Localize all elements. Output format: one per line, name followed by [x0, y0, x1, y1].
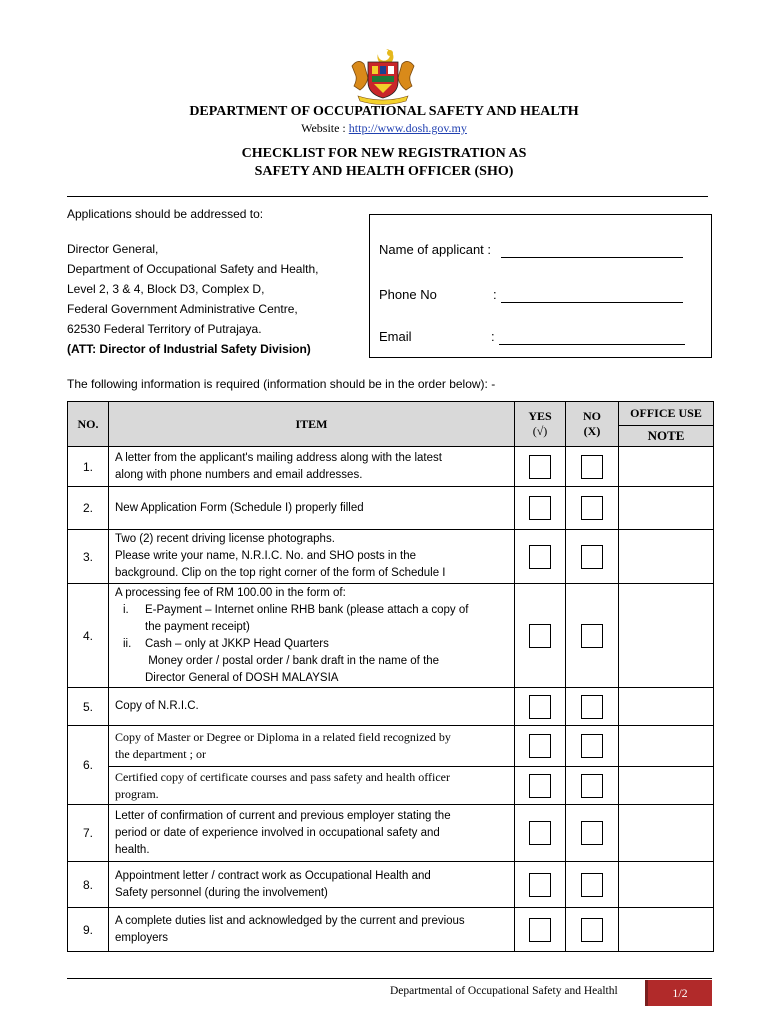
- yes-cell: [515, 726, 566, 767]
- row-number: 1.: [68, 447, 109, 487]
- yes-checkbox[interactable]: [529, 695, 551, 719]
- yes-cell: [515, 908, 566, 952]
- header-no-label: NO: [583, 409, 601, 423]
- item-line: Appointment letter / contract work as Occupational Health and: [115, 869, 431, 882]
- yes-checkbox[interactable]: [529, 455, 551, 479]
- item-line: New Application Form (Schedule I) properly filled: [115, 501, 364, 514]
- website-label: Website :: [301, 121, 349, 135]
- applicant-name-label: Name of applicant :: [379, 242, 492, 257]
- row-number: 2.: [68, 487, 109, 530]
- no-cell: [566, 447, 619, 487]
- yes-cell: [515, 688, 566, 726]
- row-item: [109, 447, 515, 487]
- note-cell[interactable]: [619, 688, 714, 726]
- table-row: [68, 726, 714, 767]
- table-row: [68, 688, 714, 726]
- item-line: program.: [115, 786, 159, 801]
- row-number: 9.: [68, 908, 109, 952]
- no-checkbox[interactable]: [581, 873, 603, 897]
- no-checkbox[interactable]: [581, 918, 603, 942]
- yes-cell: [515, 530, 566, 584]
- no-cell: [566, 584, 619, 688]
- row-item: [109, 805, 515, 862]
- item-line: health.: [115, 843, 150, 856]
- table-row: [68, 908, 714, 952]
- phone-colon: :: [493, 287, 497, 302]
- address-line: Director General,: [67, 242, 159, 256]
- no-cell: [566, 908, 619, 952]
- note-cell[interactable]: [619, 862, 714, 908]
- email-field[interactable]: [499, 344, 685, 345]
- item-line: A complete duties list and acknowledged by the current and previous: [115, 914, 465, 927]
- website-line: [0, 121, 768, 136]
- no-cell: [566, 767, 619, 805]
- header-no-mark: (X): [583, 424, 601, 438]
- no-checkbox[interactable]: [581, 455, 603, 479]
- item-line: along with phone numbers and email addresses.: [115, 468, 363, 481]
- item-line: Copy of N.R.I.C.: [115, 700, 199, 712]
- yes-cell: [515, 805, 566, 862]
- phone-row: [379, 287, 699, 302]
- item-line: Please write your name, N.R.I.C. No. and SHO posts in the: [115, 550, 417, 562]
- note-cell[interactable]: [619, 726, 714, 767]
- item-line: Letter of confirmation of current and previous employer stating the: [115, 809, 451, 822]
- no-checkbox[interactable]: [581, 545, 603, 569]
- table-row: [68, 447, 714, 487]
- row-item: [109, 908, 515, 952]
- applicant-name-field[interactable]: [501, 257, 683, 258]
- table-row: [68, 805, 714, 862]
- applicant-details-box: [369, 214, 712, 358]
- yes-cell: [515, 584, 566, 688]
- email-label: Email: [379, 329, 412, 344]
- row-number: 3.: [68, 530, 109, 584]
- no-cell: [566, 487, 619, 530]
- coat-of-arms-logo: [348, 46, 418, 106]
- phone-label: Phone No: [379, 287, 437, 302]
- header-note: NOTE: [619, 426, 714, 447]
- yes-cell: [515, 487, 566, 530]
- no-cell: [566, 805, 619, 862]
- yes-checkbox[interactable]: [529, 734, 551, 758]
- row-item: [109, 487, 515, 530]
- email-colon: :: [491, 329, 495, 344]
- table-row: [68, 487, 714, 530]
- no-checkbox[interactable]: [581, 734, 603, 758]
- yes-checkbox[interactable]: [529, 496, 551, 520]
- address-heading: Applications should be addressed to:: [67, 207, 264, 221]
- note-cell[interactable]: [619, 530, 714, 584]
- yes-checkbox[interactable]: [529, 918, 551, 942]
- yes-checkbox[interactable]: [529, 774, 551, 798]
- row-item: [109, 584, 515, 688]
- page-number-badge: 1/2: [648, 980, 712, 1006]
- row-item: [109, 862, 515, 908]
- item-line: Director General of DOSH MALAYSIA: [145, 671, 339, 684]
- row-item: [109, 767, 515, 805]
- no-checkbox[interactable]: [581, 821, 603, 845]
- header-divider: [67, 196, 708, 197]
- row-item: [109, 530, 515, 584]
- note-cell[interactable]: [619, 584, 714, 688]
- row-number: 4.: [68, 584, 109, 688]
- table-row: [68, 530, 714, 584]
- header-yes: [515, 402, 566, 447]
- phone-field[interactable]: [501, 302, 683, 303]
- row-item: [109, 726, 515, 767]
- item-line: the department ; or: [115, 747, 206, 761]
- header-yes-mark: (√): [532, 424, 548, 438]
- header-no: NO.: [68, 402, 109, 447]
- header-yes-label: YES: [528, 409, 552, 423]
- no-cell: [566, 726, 619, 767]
- note-cell[interactable]: [619, 447, 714, 487]
- header-item: ITEM: [109, 402, 515, 447]
- table-row: [68, 584, 714, 688]
- no-checkbox[interactable]: [581, 496, 603, 520]
- option-marker: ii.: [123, 637, 132, 650]
- yes-cell: [515, 447, 566, 487]
- no-cell: [566, 688, 619, 726]
- item-line: Money order / postal order / bank draft in the name of the: [145, 654, 440, 667]
- yes-cell: [515, 862, 566, 908]
- yes-checkbox[interactable]: [529, 545, 551, 569]
- department-name: DEPARTMENT OF OCCUPATIONAL SAFETY AND HEALTH: [189, 104, 579, 119]
- address-line: Federal Government Administrative Centre,: [67, 302, 298, 316]
- note-cell[interactable]: [619, 767, 714, 805]
- address-line: 62530 Federal Territory of Putrajaya.: [67, 322, 262, 336]
- website-link[interactable]: http://www.dosh.gov.my: [348, 121, 467, 135]
- option-marker: i.: [123, 603, 129, 616]
- payment-option: [115, 602, 510, 619]
- footer-divider: [67, 978, 712, 979]
- table-header-row: [68, 402, 714, 426]
- applicant-name-row: [379, 242, 699, 257]
- item-line: Safety personnel (during the involvement): [115, 886, 328, 899]
- document-title-line2: SAFETY AND HEALTH OFFICER (SHO): [254, 164, 514, 179]
- yes-cell: [515, 767, 566, 805]
- address-attention-line: (ATT: Director of Industrial Safety Division): [67, 342, 311, 356]
- row-number: 7.: [68, 805, 109, 862]
- address-line: Level 2, 3 & 4, Block D3, Complex D,: [67, 282, 265, 296]
- row-number: 8.: [68, 862, 109, 908]
- item-line: E-Payment – Internet online RHB bank (please attach a copy of: [145, 603, 469, 616]
- header-office-use: OFFICE USE: [619, 402, 714, 426]
- item-line: A letter from the applicant's mailing address along with the latest: [115, 451, 442, 464]
- item-line: Copy of Master or Degree or Diploma in a related field recognized by: [115, 730, 451, 744]
- no-checkbox[interactable]: [581, 624, 603, 648]
- item-line: the payment receipt): [145, 620, 250, 633]
- no-checkbox[interactable]: [581, 695, 603, 719]
- row-number: 6.: [68, 726, 109, 805]
- item-line: employers: [115, 931, 169, 944]
- yes-checkbox[interactable]: [529, 624, 551, 648]
- no-cell: [566, 862, 619, 908]
- yes-checkbox[interactable]: [529, 821, 551, 845]
- address-line: Department of Occupational Safety and Health,: [67, 262, 319, 276]
- item-line: background. Clip on the top right corner of the form of Schedule I: [115, 567, 446, 579]
- table-row: [68, 862, 714, 908]
- table-row: [68, 767, 714, 805]
- note-cell[interactable]: [619, 908, 714, 952]
- header-no-col: [566, 402, 619, 447]
- item-line: Two (2) recent driving license photographs.: [115, 533, 335, 545]
- item-line: A processing fee of RM 100.00 in the form of:: [115, 586, 346, 599]
- yes-checkbox[interactable]: [529, 873, 551, 897]
- footer-text: Departmental of Occupational Safety and Healthl: [390, 985, 618, 997]
- no-cell: [566, 530, 619, 584]
- row-item: [109, 688, 515, 726]
- instructions-text: The following information is required (information should be in the order below): -: [67, 377, 496, 391]
- checklist-table: [67, 401, 714, 952]
- document-title-line1: CHECKLIST FOR NEW REGISTRATION AS: [241, 146, 527, 161]
- email-row: [379, 329, 699, 344]
- row-number: 5.: [68, 688, 109, 726]
- payment-option: [115, 636, 510, 653]
- no-checkbox[interactable]: [581, 774, 603, 798]
- note-cell[interactable]: [619, 805, 714, 862]
- item-line: Certified copy of certificate courses and pass safety and health officer: [115, 769, 450, 784]
- item-line: period or date of experience involved in occupational safety and: [115, 826, 440, 839]
- item-line: Cash – only at JKKP Head Quarters: [145, 637, 329, 650]
- note-cell[interactable]: [619, 487, 714, 530]
